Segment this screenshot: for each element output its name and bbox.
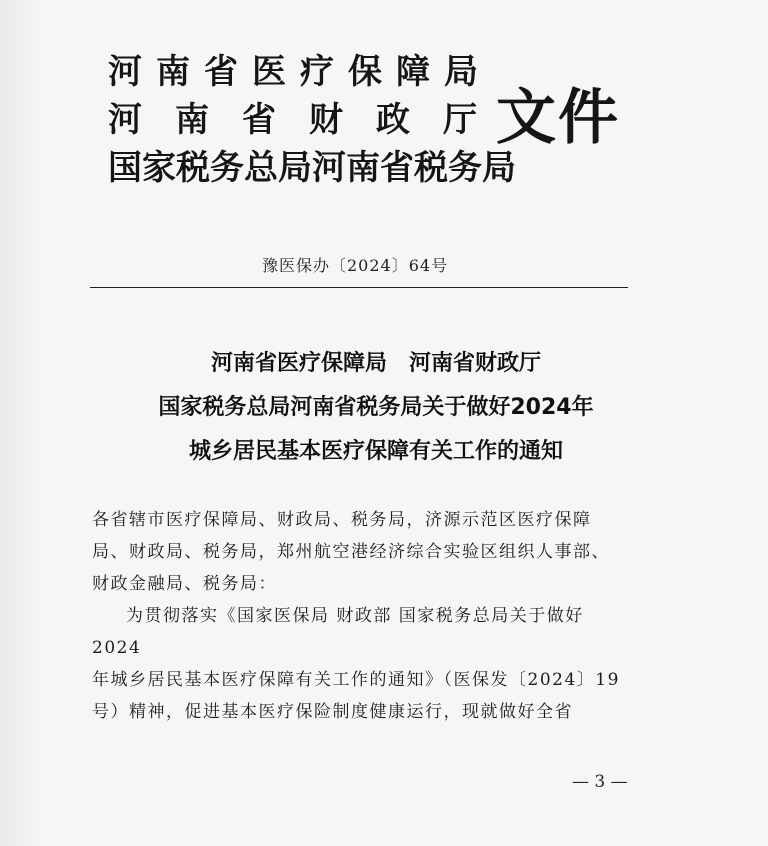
paragraph-line-1: 为贯彻落实《国家医保局 财政部 国家税务总局关于做好2024 — [92, 606, 584, 658]
document-title — [0, 352, 768, 484]
issuer-1: 河南省医疗保障局 — [108, 52, 492, 92]
paragraph-line-1-wrap — [92, 600, 632, 664]
document-number: 豫医保办〔2024〕64号 — [262, 256, 449, 275]
issuer-2: 河南省财政厅 — [108, 100, 510, 140]
document-type-label: 文件 — [496, 83, 620, 153]
addressee-line-1: 各省辖市医疗保障局、财政局、税务局，济源示范区医疗保障 — [92, 510, 592, 530]
title-line-1: 河南省医疗保障局 河南省财政厅 — [210, 351, 541, 376]
title-line-3: 城乡居民基本医疗保障有关工作的通知 — [188, 439, 563, 464]
issuing-authorities — [108, 48, 516, 192]
addressee-line-3: 财政金融局、税务局： — [92, 574, 277, 594]
header-divider — [90, 287, 628, 288]
title-line-2: 国家税务总局河南省税务局关于做好2024年 — [158, 395, 594, 420]
addressee-line-2: 局、财政局、税务局，郑州航空港经济综合实验区组织人事部、 — [92, 542, 610, 562]
document-body — [92, 504, 632, 728]
paragraph-line-2: 年城乡居民基本医疗保障有关工作的通知》（医保发〔2024〕19 — [92, 670, 620, 690]
page-number: — 3 — — [572, 772, 628, 792]
paragraph-line-3: 号）精神，促进基本医疗保险制度健康运行，现就做好全省 — [92, 702, 573, 722]
issuer-3: 国家税务总局河南省税务局 — [108, 148, 516, 188]
